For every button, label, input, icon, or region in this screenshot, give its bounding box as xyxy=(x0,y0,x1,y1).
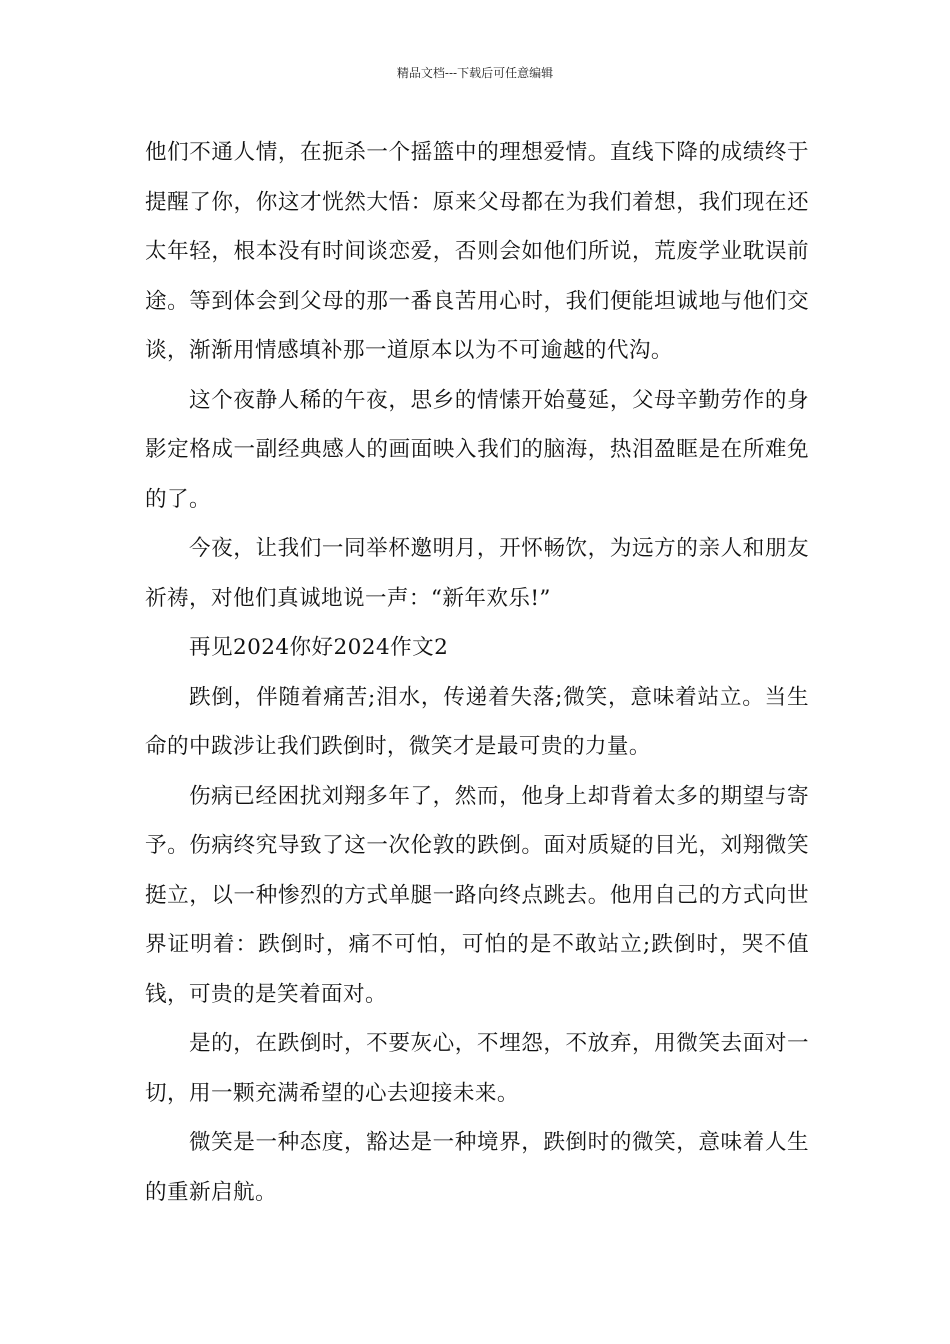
paragraph: 今夜，让我们一同举杯邀明月，开怀畅饮，为远方的亲人和朋友祈祷，对他们真诚地说一声：“新年欢乐!” xyxy=(145,536,809,611)
paragraph: 伤病已经困扰刘翔多年了，然而，他身上却背着太多的期望与寄予。伤病终究导致了这一次伦敦的跌倒。面对质疑的目光，刘翔微笑挺立，以一种惨烈的方式单腿一路向终点跳去。他用自己的方式向世界证明着：跌倒时，痛不可怕，可怕的是不敢站立;跌倒时，哭不值钱，可贵的是笑着面对。 xyxy=(145,783,809,1007)
paragraph: 这个夜静人稀的午夜，思乡的情愫开始蔓延，父母辛勤劳作的身影定格成一副经典感人的画面映入我们的脑海，热泪盈眶是在所难免的了。 xyxy=(145,387,809,512)
paragraph: 微笑是一种态度，豁达是一种境界，跌倒时的微笑，意味着人生的重新启航。 xyxy=(145,1130,809,1205)
page-header: 精品文档---下载后可任意编辑 xyxy=(396,66,554,80)
paragraph: 跌倒，伴随着痛苦;泪水，传递着失落;微笑，意味着站立。当生命的中跋涉让我们跌倒时，微笑才是最可贵的力量。 xyxy=(145,684,809,759)
paragraph-continued: 他们不通人情，在扼杀一个摇篮中的理想爱情。直线下降的成绩终于提醒了你，你这才恍然大悟：原来父母都在为我们着想，我们现在还太年轻，根本没有时间谈恋爱，否则会如他们所说，荒废学业耽误前途。等到体会到父母的那一番良苦用心时，我们便能坦诚地与他们交谈，渐渐用情感填补那一道原本以为不可逾越的代沟。 xyxy=(145,140,809,363)
document-body xyxy=(145,128,809,1217)
section-title: 再见2024你好2024作文2 xyxy=(189,635,449,660)
paragraph: 是的，在跌倒时，不要灰心，不埋怨，不放弃，用微笑去面对一切，用一颗充满希望的心去迎接未来。 xyxy=(145,1031,809,1106)
